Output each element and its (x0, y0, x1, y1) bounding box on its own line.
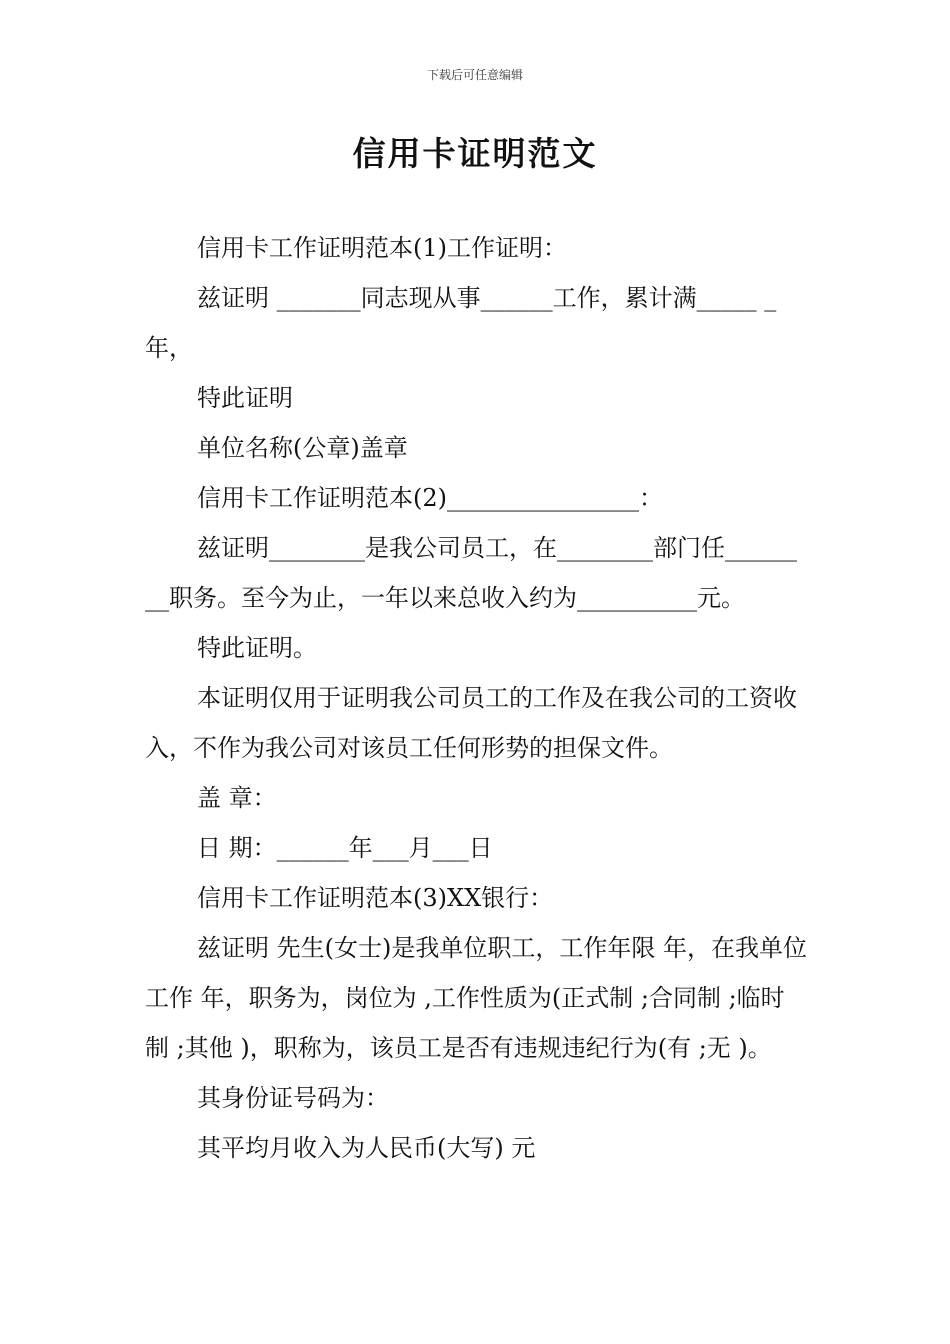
paragraph-template-2-heading: 信用卡工作证明范本(2)________________： (197, 484, 663, 512)
paragraph-template-1-heading: 信用卡工作证明范本(1)工作证明： (197, 234, 567, 262)
paragraph-template-1-statement: 兹证明 _______同志现从事______工作，累计满_____ _ 年， (145, 284, 784, 362)
document-body (145, 223, 807, 1173)
paragraph-template-1-closing: 特此证明 (197, 384, 293, 412)
paragraph-template-3-income: 其平均月收入为人民币(大写) 元 (197, 1134, 536, 1162)
document-title: 信用卡证明范文 (352, 134, 598, 173)
paragraph-template-2-date: 日 期：______年___月___日 (197, 834, 493, 862)
paragraph-template-2-statement: 兹证明________是我公司员工，在________部门任________职务。至今为止，一年以来总收入约为__________元。 (145, 534, 797, 612)
header-note: 下载后可任意编辑 (426, 68, 523, 82)
paragraph-template-3-statement: 兹证明 先生(女士)是我单位职工，工作年限 年，在我单位工作 年，职务为，岗位为 ,工作性质为(正式制 ;合同制 ;临时制 ;其他 )，职称为，该员工是否有违规违纪行为(有 ;无 )。 (145, 934, 807, 1062)
paragraph-template-3-heading: 信用卡工作证明范本(3)XX银行： (197, 884, 554, 912)
paragraph-template-1-seal: 单位名称(公章)盖章 (197, 434, 408, 462)
paragraph-template-3-id-number: 其身份证号码为： (197, 1084, 389, 1112)
paragraph-template-2-closing: 特此证明。 (197, 634, 317, 662)
paragraph-template-2-seal: 盖 章： (197, 784, 277, 812)
paragraph-template-2-disclaimer: 本证明仅用于证明我公司员工的工作及在我公司的工资收入，不作为我公司对该员工任何形势的担保文件。 (145, 684, 797, 762)
